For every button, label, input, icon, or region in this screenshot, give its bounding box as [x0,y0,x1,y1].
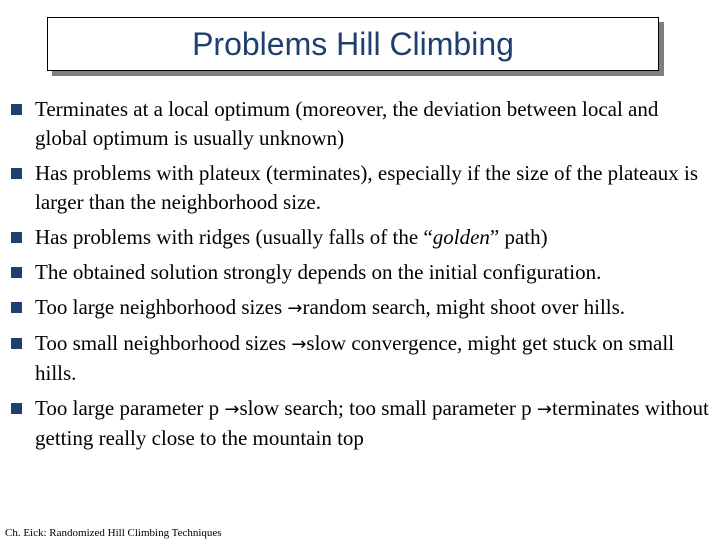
bullet-item-1 [0,95,720,153]
bullet-item-4 [0,258,720,287]
right-arrow-icon: → [291,334,307,355]
square-bullet-icon [11,104,22,115]
bullet-text-end: ” path) [489,225,548,249]
title-box [47,17,659,71]
bullet-text-end: random search, might shoot over hills. [302,295,626,319]
bullet-text-emphasis: golden [432,225,490,249]
slide-footer: Ch. Eick: Randomized Hill Climbing Techniques [5,527,222,539]
square-bullet-icon [11,338,22,349]
square-bullet-icon [11,403,22,414]
bullet-text: Has problems with plateux (terminates), especially if the size of the plateaux is larger than the neighborhood size. [35,161,699,214]
right-arrow-icon: → [536,399,552,420]
bullet-text: The obtained solution strongly depends on the initial configuration. [35,260,602,284]
right-arrow-icon: → [224,399,240,420]
bullet-text-end: terminates without getting really close to the mountain top [35,396,709,450]
square-bullet-icon [11,267,22,278]
bullet-item-3 [0,223,720,252]
bullet-item-5 [0,293,720,323]
bullet-item-2 [0,159,720,217]
bullet-text-middle: slow search; too small parameter p [239,396,537,420]
bullet-text-start: Too small neighborhood sizes [35,331,292,355]
bullet-text: Terminates at a local optimum (moreover, the deviation between local and global optimum is usually unknown) [35,97,659,150]
bullet-item-7 [0,394,720,453]
bullet-list [0,95,720,459]
bullet-text-end: slow convergence, might get stuck on small hills. [35,331,675,385]
bullet-text-start: Too large parameter p [35,396,225,420]
slide-title: Problems Hill Climbing [192,26,514,62]
bullet-text-start: Has problems with ridges (usually falls of the “ [35,225,433,249]
bullet-text-start: Too large neighborhood sizes [35,295,288,319]
square-bullet-icon [11,168,22,179]
right-arrow-icon: → [287,298,303,319]
square-bullet-icon [11,302,22,313]
bullet-item-6 [0,329,720,388]
square-bullet-icon [11,232,22,243]
